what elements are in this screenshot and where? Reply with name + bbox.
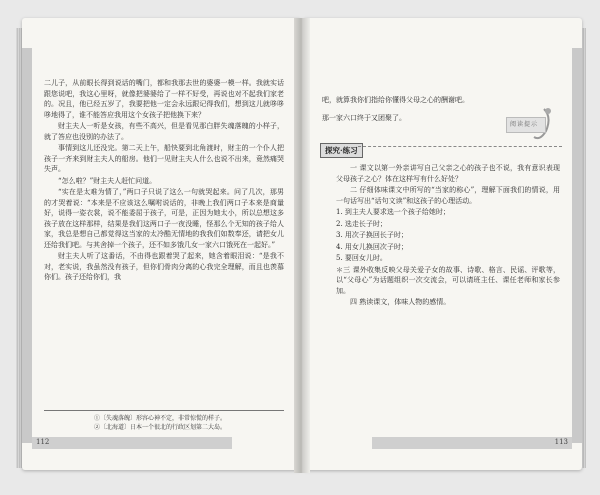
exercise-item: 2. 选走长子时； [336, 219, 387, 228]
right-page [304, 18, 582, 470]
paragraph: 财主夫人听了这番话，不由得也跟着哭了起来，她含着眼泪说：“是我不对，老实说，我虽然没有孩子，但你们骨肉分离的心我完全理解，而且也羡慕你们。孩子还给你们，我 [44, 252, 284, 281]
section-title: 探究·练习 [320, 143, 363, 158]
open-book [22, 18, 582, 480]
left-page [22, 18, 300, 470]
paragraph: “怎么啦？”财主夫人赶忙问道。 [58, 176, 157, 185]
exercise-item: 4. 用女儿换回次子时； [336, 242, 408, 251]
exercise-item: 一 课文以第一外亲讲写自己父亲之心的孩子也不说，我有意识表现父母孩子之心？体在这样写有什么好处？ [336, 164, 560, 183]
paragraph: 那一家六口终于又团聚了。 [322, 113, 406, 122]
exercise-item: 5. 要回女儿时。 [336, 254, 387, 262]
section-badge-icon [494, 103, 556, 143]
paragraph: 二儿子，从前眼长得到说话的嘴门，都和我那去世的婆婆一模一样。我就实话跟您说吧，我这心里呀，就像把婆婆给了一样不好受，再说也对不起我们家老的。况且，他已经五岁了，我要把他一定会永远跟记得我们，想到这儿就哆哆哆地得了，谁不能答应我用这个女孩子把他换下来？ [44, 79, 284, 119]
paragraph: 吧，就算我你们指给你懂得父母之心的酬谢吧。 [322, 96, 469, 104]
left-folio-bar [32, 437, 232, 449]
footnote: ①〔失魂落魄〕形容心神不定，非常惊慌的样子。 [94, 415, 227, 422]
right-page-number: 113 [554, 438, 568, 446]
exercise-item: ＊三 课外收集反映父母关爱子女的故事、诗歌、格言、民谣、评歌等，以“父母心”为话题组织一次交流会，可以请班主任、课任老师和家长参加。 [336, 265, 560, 295]
footnotes [44, 410, 284, 432]
badge-label: 阅读提示 [510, 121, 539, 128]
exercises-body [322, 163, 560, 309]
left-page-number: 112 [36, 438, 50, 446]
exercise-item: 1. 到主夫人要求选一个孩子给她时； [336, 208, 450, 216]
book-gutter [294, 18, 310, 473]
paragraph: 财主夫人一听是女孩，有些不高兴，但是看见那白胖失魂落魄的小样子，就了答应也没别的办法了。 [44, 122, 284, 141]
right-folio-bar [372, 437, 572, 449]
footnote: ②〔北海道〕日本一个很北的行政区划第二大岛。 [94, 424, 227, 431]
exercise-item: 二 仔细体味课文中所写的“当家的称心”，理解下面我们的情说，用一句话写出“话句文读”和这孩子的心理活动。 [336, 186, 560, 205]
left-page-body [44, 78, 284, 284]
right-page-margin-bar [572, 48, 582, 443]
paragraph: “实在是太难为情了，”两口子只说了这么一句就哭起来。问了几次，那男的才哭着说：“本来是不应该这么嘱咐说话的，非晚上我们两口子本来是商量好，说得一姿衣裳，说不能委屈于孩子，可是，正因为她太小，所以总想这多孩子放在这样那样，结果是我们这两口子一夜没睡，怪那么个无知的孩子给人家，我总是想自己都觉得这当家的太冷酷无情地的我我们如数奉还，请把女儿还给我们吧。与其舍掉一个孩子，还不如多饿几女一家六口饿死在一起好。” [44, 188, 284, 249]
paragraph: 事情到这儿还没完。第二天上午，船快要到北角渡时，财主的一个仆人把孩子一齐来到财主夫人的船房。他们一见财主夫人什么也说不出来，竟然痛哭失声。 [44, 144, 284, 173]
exercise-item: 四 熟读课文，体味人物的感情。 [350, 298, 451, 306]
section-divider [358, 146, 562, 147]
right-page-top-text [322, 88, 502, 130]
left-page-margin-bar [22, 48, 32, 443]
exercise-item: 3. 用次子换回长子时； [336, 231, 408, 239]
section-header [320, 138, 562, 155]
